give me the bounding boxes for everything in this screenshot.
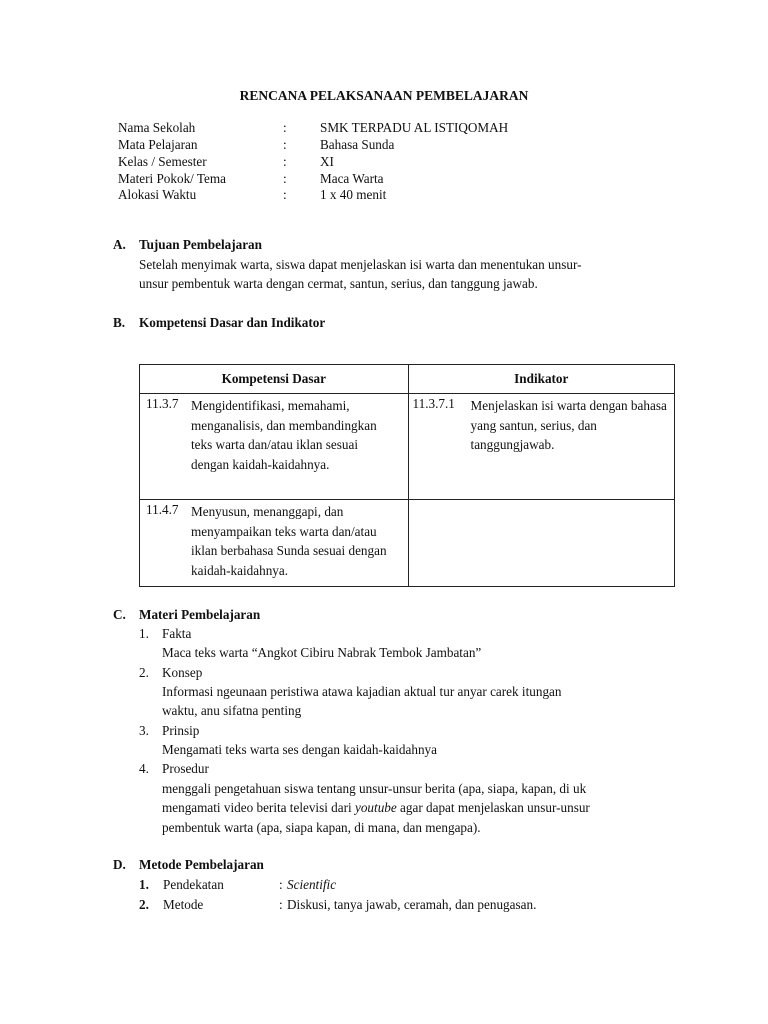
list-item-number: 1.	[139, 626, 149, 641]
list-item-text: Maca teks warta “Angkot Cibiru Nabrak Tembok Jambatan”	[162, 645, 482, 660]
method-item-number: 2.	[139, 897, 149, 912]
section-a-line: unsur pembentuk warta dengan cermat, santun, serius, dan tanggung jawab.	[139, 276, 538, 291]
section-a-letter: A.	[113, 237, 126, 252]
table-row	[140, 394, 675, 500]
indicator-text: Menjelaskan isi warta dengan bahasa yang santun, serius, dan tanggungjawab.	[470, 398, 667, 452]
competency-table	[139, 364, 675, 587]
method-item-number: 1.	[139, 877, 149, 892]
list-item-text: waktu, anu sifatna penting	[162, 703, 302, 718]
section-b-letter: B.	[113, 315, 126, 330]
table-row	[140, 500, 675, 587]
list-item-text: Informasi ngeunaan peristiwa atawa kajadian aktual tur anyar carek itungan	[162, 684, 562, 699]
identity-sep: :	[283, 120, 287, 135]
method-item-label: Metode	[163, 897, 204, 912]
list-item-head: Konsep	[162, 665, 203, 680]
list-item-number: 3.	[139, 723, 149, 738]
table-header-indicator: Indikator	[408, 365, 674, 394]
identity-label-topic: Materi Pokok/ Tema	[118, 171, 226, 186]
table-cell-kd	[140, 394, 409, 500]
table-header-row	[140, 365, 675, 394]
document-title: RENCANA PELAKSANAAN PEMBELAJARAN	[239, 88, 529, 103]
procedure-text: agar dapat menjelaskan unsur-unsur	[396, 800, 590, 815]
section-b-title: Kompetensi Dasar dan Indikator	[139, 315, 326, 330]
list-item-text: Mengamati teks warta ses dengan kaidah-kaidahnya	[162, 742, 438, 757]
identity-label-subject: Mata Pelajaran	[118, 137, 198, 152]
identity-sep: :	[283, 137, 287, 152]
identity-label-time: Alokasi Waktu	[118, 187, 197, 202]
kd-text: Menyusun, menanggapi, dan menyampaikan teks warta dan/atau iklan berbahasa Sunda sesuai dengan kaidah-kaidahnya.	[191, 504, 387, 578]
indicator-text	[409, 500, 674, 502]
method-item-value: Diskusi, tanya jawab, ceramah, dan penugasan.	[287, 897, 537, 912]
list-item-head: Fakta	[162, 626, 192, 641]
kd-number: 11.4.7	[146, 502, 179, 517]
section-a-title: Tujuan Pembelajaran	[139, 237, 262, 252]
section-c-letter: C.	[113, 607, 126, 622]
table-cell-kd	[140, 500, 409, 587]
identity-sep: :	[283, 154, 287, 169]
table-cell-indicator	[408, 500, 674, 587]
identity-sep: :	[283, 171, 287, 186]
method-item-sep: :	[279, 897, 283, 912]
section-a-line: Setelah menyimak warta, siswa dapat menjelaskan isi warta dan menentukan unsur-	[139, 257, 582, 272]
identity-value-subject: Bahasa Sunda	[320, 137, 395, 152]
identity-label-school: Nama Sekolah	[118, 120, 196, 135]
table-cell-indicator	[408, 394, 674, 500]
list-item-text: menggali pengetahuan siswa tentang unsur-unsur berita (apa, siapa, kapan, di uk	[162, 781, 587, 796]
list-item-head: Prosedur	[162, 761, 209, 776]
table-header-kd: Kompetensi Dasar	[140, 365, 409, 394]
kd-text: Mengidentifikasi, memahami, menganalisis, dan membandingkan teks warta dan/atau iklan sesuai dengan kaidah-kaidahnya.	[191, 398, 377, 472]
list-item-head: Prinsip	[162, 723, 200, 738]
identity-value-time: 1 x 40 menit	[320, 187, 387, 202]
method-item-value: Scientific	[287, 877, 337, 892]
method-item-label: Pendekatan	[163, 877, 224, 892]
identity-sep: :	[283, 187, 287, 202]
procedure-text: mengamati video berita televisi dari	[162, 800, 355, 815]
list-item-text: pembentuk warta (apa, siapa kapan, di mana, dan mengapa).	[162, 820, 481, 835]
youtube-word: youtube	[354, 800, 397, 815]
method-item-sep: :	[279, 877, 283, 892]
identity-label-class: Kelas / Semester	[118, 154, 207, 169]
list-item-number: 4.	[139, 761, 149, 776]
indicator-number: 11.3.7.1	[412, 396, 455, 411]
identity-value-school: SMK TERPADU AL ISTIQOMAH	[320, 120, 509, 135]
section-c-title: Materi Pembelajaran	[139, 607, 261, 622]
list-item-number: 2.	[139, 665, 149, 680]
section-d-title: Metode Pembelajaran	[139, 857, 264, 872]
identity-value-topic: Maca Warta	[320, 171, 384, 186]
section-d-letter: D.	[113, 857, 126, 872]
kd-number: 11.3.7	[146, 396, 179, 411]
list-item-text	[162, 800, 590, 817]
identity-value-class: XI	[320, 154, 334, 169]
